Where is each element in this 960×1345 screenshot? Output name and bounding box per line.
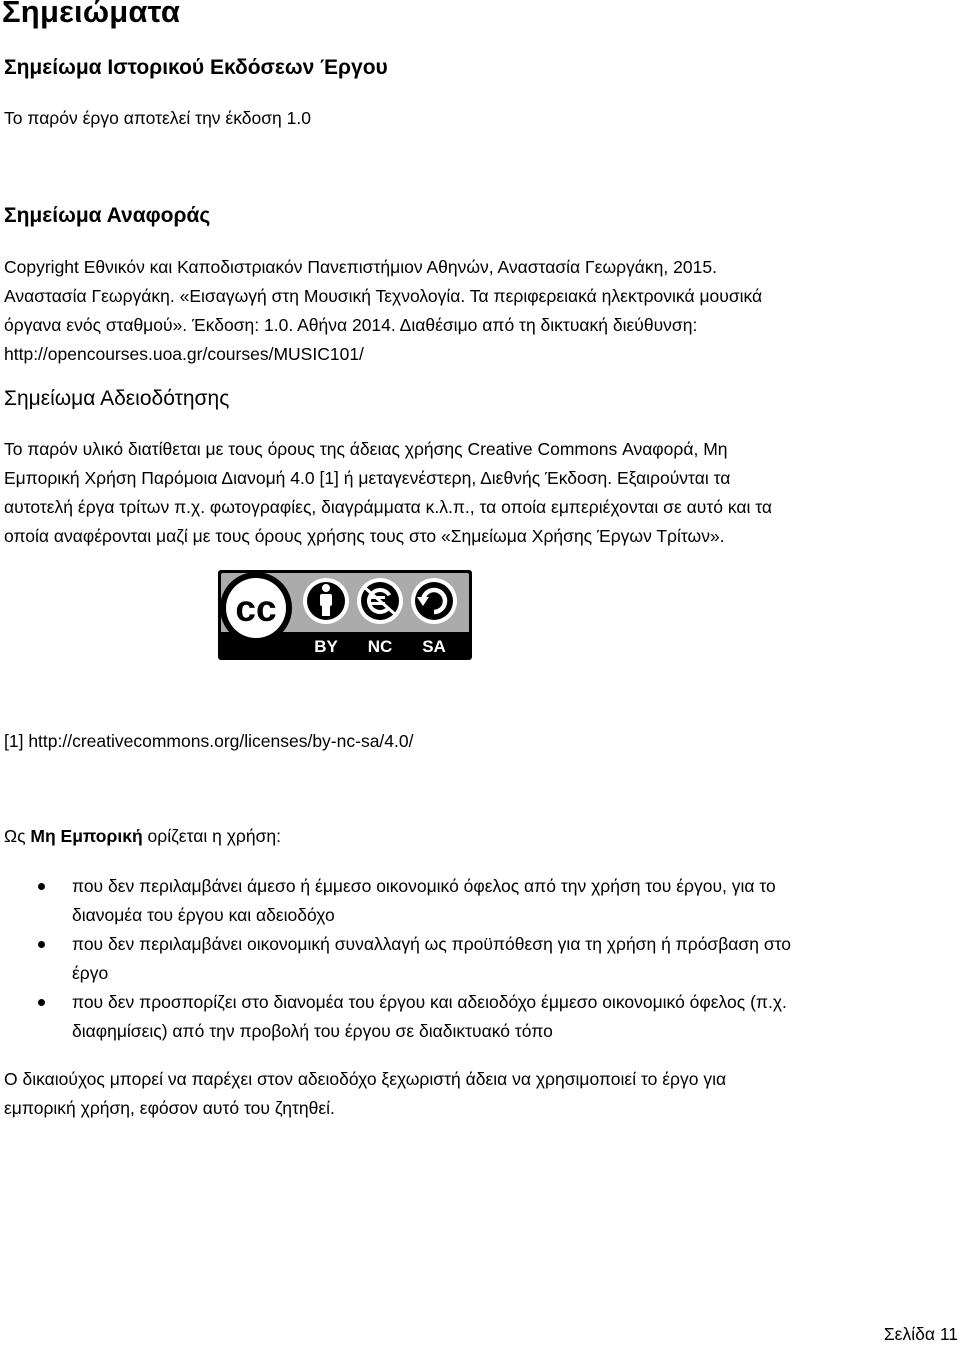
list-item: [0, 988, 960, 1046]
license-line: Εμπορική Χρήση Παρόμοια Διανομή 4.0 [1] ή μεταγενέστερη, Διεθνής Έκδοση. Εξαιρούνται τα: [4, 468, 731, 488]
reference-text: [4, 253, 954, 369]
cc-text: cc: [235, 588, 277, 629]
list-item-line: που δεν προσπορίζει στο διανομέα του έργου και αδειοδόχο έμμεσο οικονομικό όφελος (π.χ.: [72, 992, 787, 1012]
cc-by-nc-sa-badge: [218, 570, 472, 665]
list-item-line: έργο: [72, 963, 109, 983]
list-item-line: που δεν περιλαμβάνει οικονομική συναλλαγή ως προϋπόθεση για τη χρήση ή πρόσβαση στο: [72, 934, 792, 954]
history-line: Το παρόν έργο αποτελεί την έκδοση 1.0: [4, 108, 311, 128]
badge-label-nc: NC: [367, 637, 393, 656]
bullet-icon: [38, 883, 45, 890]
reference-line: Αναστασία Γεωργάκη. «Εισαγωγή στη Μουσική Τεχνολογία. Τα περιφερειακά ηλεκτρονικά μουσικά: [4, 286, 763, 306]
noncommercial-list: [0, 872, 960, 1046]
list-item-line: που δεν περιλαμβάνει άμεσο ή έμμεσο οικονομικό όφελος από την χρήση του έργου, για το: [72, 876, 776, 896]
intro-prefix: Ως: [4, 826, 31, 846]
reference-line: Copyright Εθνικόν και Καποδιστριακόν Πανεπιστήμιον Αθηνών, Αναστασία Γεωργάκη, 2015.: [4, 257, 717, 277]
page-title: Σημειώματα: [2, 0, 181, 29]
list-item-line: διαφημίσεις) από την προβολή του έργου σε διαδικτυακό τόπο: [72, 1021, 553, 1041]
license-footnote[interactable]: [1] http://creativecommons.org/licenses/by-nc-sa/4.0/: [4, 731, 414, 751]
history-text: [4, 104, 954, 133]
badge-label-by: BY: [314, 637, 338, 656]
license-line: αυτοτελή έργα τρίτων π.χ. φωτογραφίες, διαγράμματα κ.λ.π., τα οποία εμπεριέχονται σε αυτό και τα: [4, 497, 773, 517]
cc-license-icon: [218, 570, 472, 660]
page-number: Σελίδα 11: [883, 1324, 958, 1344]
list-item: [0, 930, 960, 988]
reference-url[interactable]: http://opencourses.uoa.gr/courses/MUSIC101/: [4, 344, 364, 364]
closing-text: [4, 1065, 954, 1123]
noncommercial-intro: [4, 826, 281, 847]
bullet-icon: [38, 999, 45, 1006]
closing-line: εμπορική χρήση, εφόσον αυτό του ζητηθεί.: [4, 1098, 335, 1118]
list-item-line: διανομέα του έργου και αδειοδόχο: [72, 905, 335, 925]
reference-line: όργανα ενός σταθμού». Έκδοση: 1.0. Αθήνα 2014. Διαθέσιμο από τη δικτυακή διεύθυνση:: [4, 315, 698, 335]
license-text: [4, 435, 954, 551]
closing-line: Ο δικαιούχος μπορεί να παρέχει στον αδειοδόχο ξεχωριστή άδεια να χρησιμοποιεί το έργο για: [4, 1069, 727, 1089]
list-item: [0, 872, 960, 930]
cc-icon: [220, 572, 292, 644]
license-line: Το παρόν υλικό διατίθεται με τους όρους της άδειας χρήσης Creative Commons Αναφορά, Μη: [4, 439, 728, 459]
sharealike-icon: [411, 578, 457, 624]
history-heading: Σημείωμα Ιστορικού Εκδόσεων Έργου: [4, 56, 388, 79]
noncommercial-icon: [357, 578, 403, 624]
license-line: οποία αναφέρονται μαζί με τους όρους χρήσης τους στο «Σημείωμα Χρήσης Έργων Τρίτων».: [4, 526, 725, 546]
intro-bold: Μη Εμπορική: [30, 826, 143, 846]
license-heading: Σημείωμα Αδειοδότησης: [4, 387, 230, 410]
bullet-icon: [38, 941, 45, 948]
reference-heading: Σημείωμα Αναφοράς: [4, 204, 211, 227]
attribution-icon: [303, 578, 349, 624]
badge-label-sa: SA: [422, 637, 446, 656]
intro-suffix: ορίζεται η χρήση:: [142, 826, 281, 846]
